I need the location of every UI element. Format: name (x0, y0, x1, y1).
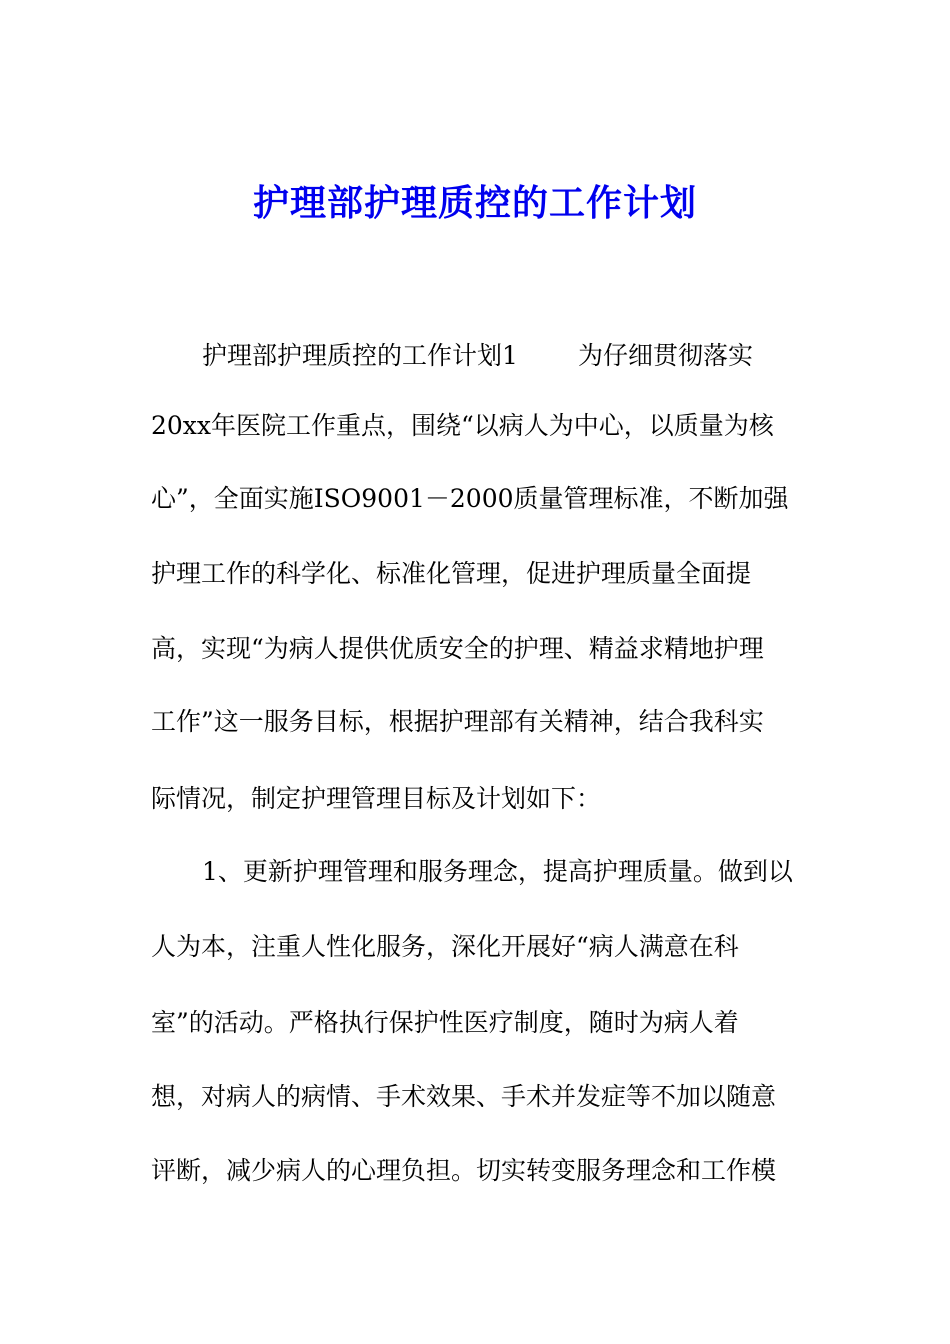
section-heading: 护理部护理质控的工作计划1 (202, 341, 518, 370)
document-title: 护理部护理质控的工作计划 (252, 182, 697, 224)
paragraph-text: 护理工作的科学化、标准化管理，促进护理质量全面提 (151, 559, 752, 588)
paragraph-text: 工作”这一服务目标，根据护理部有关精神，结合我科实 (151, 707, 764, 736)
paragraph-text: 际情况，制定护理管理目标及计划如下： (151, 784, 602, 813)
paragraph-text: 想，对病人的病情、手术效果、手术并发症等不加以随意 (151, 1082, 777, 1111)
paragraph-text: 为仔细贯彻落实 (578, 341, 754, 370)
paragraph-text: 心”，全面实施ISO9001－2000质量管理标准，不断加强 (151, 484, 789, 513)
paragraph-text: 高，实现“为病人提供优质安全的护理、精益求精地护理 (151, 634, 764, 663)
paragraph-text: 评断，减少病人的心理负担。切实转变服务理念和工作模 (151, 1156, 777, 1185)
paragraph-text: 20xx年医院工作重点，围绕“以病人为中心，以质量为核 (151, 411, 774, 440)
paragraph-text: 1、更新护理管理和服务理念，提高护理质量。做到以 (202, 857, 793, 886)
paragraph-text: 人为本，注重人性化服务，深化开展好“病人满意在科 (151, 932, 739, 961)
paragraph-text: 室”的活动。严格执行保护性医疗制度，随时为病人着 (151, 1008, 739, 1037)
